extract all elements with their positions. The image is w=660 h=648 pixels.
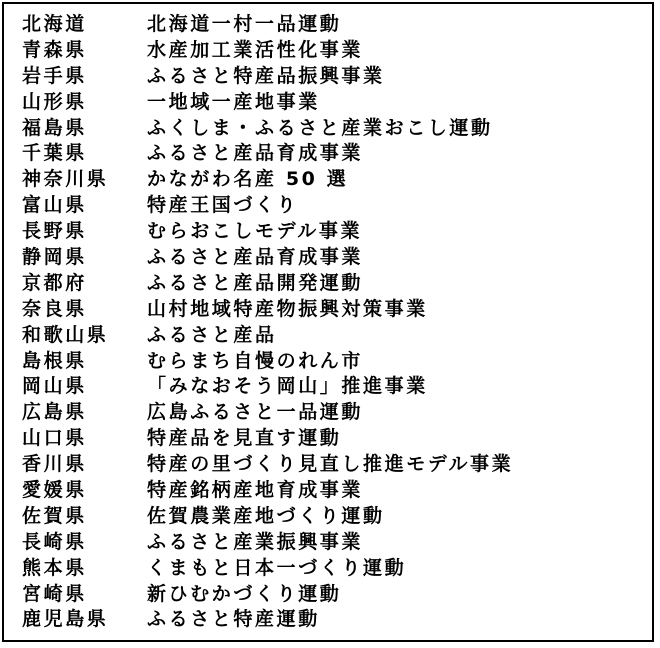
program-name: 特産銘柄産地育成事業 <box>147 479 364 502</box>
program-name: 水産加工業活性化事業 <box>147 38 364 61</box>
list-item <box>22 245 513 271</box>
list-item <box>22 297 513 323</box>
list-item <box>22 219 513 245</box>
list-item <box>22 141 513 167</box>
prefecture-name: 山口県 <box>22 427 87 450</box>
program-name: 北海道一村一品運動 <box>147 13 342 35</box>
prefecture-name: 千葉県 <box>22 142 87 165</box>
program-name: 新ひむかづくり運動 <box>147 582 342 605</box>
prefecture-name: 鹿児島県 <box>22 608 109 631</box>
program-name: ふるさと産品育成事業 <box>147 142 364 165</box>
prefecture-name: 宮崎県 <box>22 582 87 605</box>
program-name: 「みなおそう岡山」推進事業 <box>147 375 428 398</box>
list-item <box>22 116 513 142</box>
prefecture-name: 岩手県 <box>22 64 87 87</box>
prefecture-name: 富山県 <box>22 194 87 217</box>
list-item <box>22 167 513 193</box>
list-item <box>22 12 513 38</box>
program-name: むらおこしモデル事業 <box>147 220 363 243</box>
list-item <box>22 400 513 426</box>
prefecture-name: 山形県 <box>22 90 87 113</box>
program-name: ふるさと特産運動 <box>147 608 320 631</box>
prefecture-name: 島根県 <box>22 349 87 372</box>
list-item <box>22 530 513 556</box>
prefecture-name: 広島県 <box>22 401 87 424</box>
list-item <box>22 556 513 582</box>
list-item <box>22 271 513 297</box>
program-name: ふくしま・ふるさと産業おこし運動 <box>147 116 493 139</box>
list-item <box>22 452 513 478</box>
program-name: かながわ名産 50 選 <box>147 168 349 191</box>
program-name: 特産王国づくり <box>147 194 299 217</box>
prefecture-name: 岡山県 <box>22 375 87 398</box>
prefecture-name: 熊本県 <box>22 556 87 579</box>
prefecture-program-list <box>22 12 513 633</box>
prefecture-name: 愛媛県 <box>22 479 87 502</box>
program-name: ふるさと産品育成事業 <box>147 246 364 269</box>
program-name: 一地域一産地事業 <box>147 90 320 113</box>
prefecture-name: 神奈川県 <box>22 168 109 191</box>
prefecture-name: 長野県 <box>22 220 87 243</box>
list-item <box>22 90 513 116</box>
program-name: 特産の里づくり見直し推進モデル事業 <box>147 453 514 476</box>
program-name: ふるさと産業振興事業 <box>147 530 364 553</box>
program-name: ふるさと特産品振興事業 <box>147 64 385 87</box>
list-item <box>22 504 513 530</box>
list-item <box>22 38 513 64</box>
prefecture-name: 京都府 <box>22 271 87 294</box>
list-item <box>22 193 513 219</box>
prefecture-name: 奈良県 <box>22 297 87 320</box>
program-name: ふるさと産品 <box>147 323 277 346</box>
prefecture-name: 青森県 <box>22 38 87 61</box>
prefecture-name: 長崎県 <box>22 530 87 553</box>
list-item <box>22 323 513 349</box>
prefecture-name: 福島県 <box>22 116 87 139</box>
list-item <box>22 349 513 375</box>
list-item <box>22 64 513 90</box>
list-item <box>22 582 513 608</box>
prefecture-name: 北海道 <box>22 13 87 35</box>
program-name: 佐賀農業産地づくり運動 <box>147 504 385 527</box>
program-name: 広島ふるさと一品運動 <box>147 401 364 424</box>
list-item <box>22 426 513 452</box>
program-name: くまもと日本一づくり運動 <box>147 556 407 579</box>
list-item <box>22 478 513 504</box>
table-frame <box>2 2 654 642</box>
program-name: むらまち自慢のれん市 <box>147 349 364 372</box>
prefecture-name: 香川県 <box>22 453 87 476</box>
list-item <box>22 607 513 633</box>
program-name: 特産品を見直す運動 <box>147 427 342 450</box>
program-name: ふるさと産品開発運動 <box>147 271 364 294</box>
prefecture-name: 佐賀県 <box>22 504 87 527</box>
list-item <box>22 374 513 400</box>
prefecture-name: 静岡県 <box>22 246 87 269</box>
program-name: 山村地域特産物振興対策事業 <box>147 297 428 320</box>
prefecture-name: 和歌山県 <box>22 323 109 346</box>
